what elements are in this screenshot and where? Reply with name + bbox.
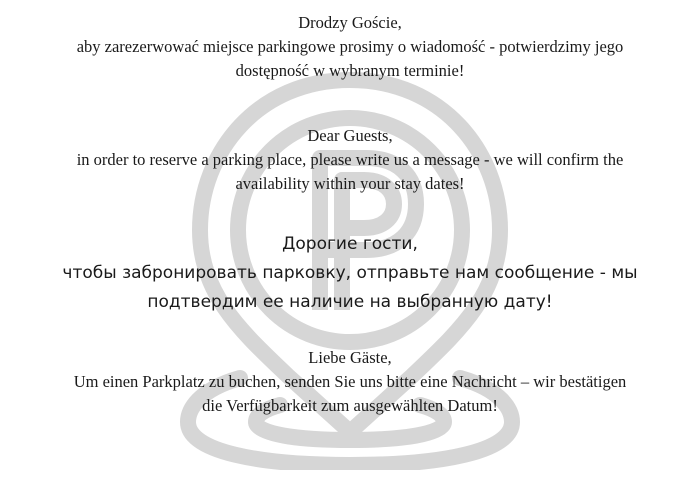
polish-greeting: Drodzy Goście, bbox=[298, 13, 402, 32]
russian-message bbox=[0, 230, 700, 317]
polish-line-2: dostępność w wybranym terminie! bbox=[235, 61, 465, 80]
english-line-2: availability within your stay dates! bbox=[235, 174, 465, 193]
german-line-1: Um einen Parkplatz zu buchen, senden Sie uns bitte eine Nachricht – wir bestätigen bbox=[73, 372, 627, 391]
russian-line-1: чтобы забронировать парковку, отправьте нам сообщение - мы bbox=[62, 263, 638, 283]
german-greeting: Liebe Gäste, bbox=[308, 348, 392, 367]
english-greeting: Dear Guests, bbox=[307, 126, 393, 145]
russian-greeting: Дорогие гости, bbox=[282, 234, 418, 254]
german-message bbox=[0, 346, 700, 418]
english-message bbox=[0, 124, 700, 196]
polish-line-1: aby zarezerwować miejsce parkingowe prosimy o wiadomość - potwierdzimy jego bbox=[76, 37, 624, 56]
english-line-1: in order to reserve a parking place, please write us a message - we will confirm the bbox=[76, 150, 624, 169]
russian-line-2: подтвердим ее наличие на выбранную дату! bbox=[147, 292, 553, 312]
german-line-2: die Verfügbarkeit zum ausgewählten Datum! bbox=[202, 396, 498, 415]
polish-message bbox=[0, 11, 700, 83]
